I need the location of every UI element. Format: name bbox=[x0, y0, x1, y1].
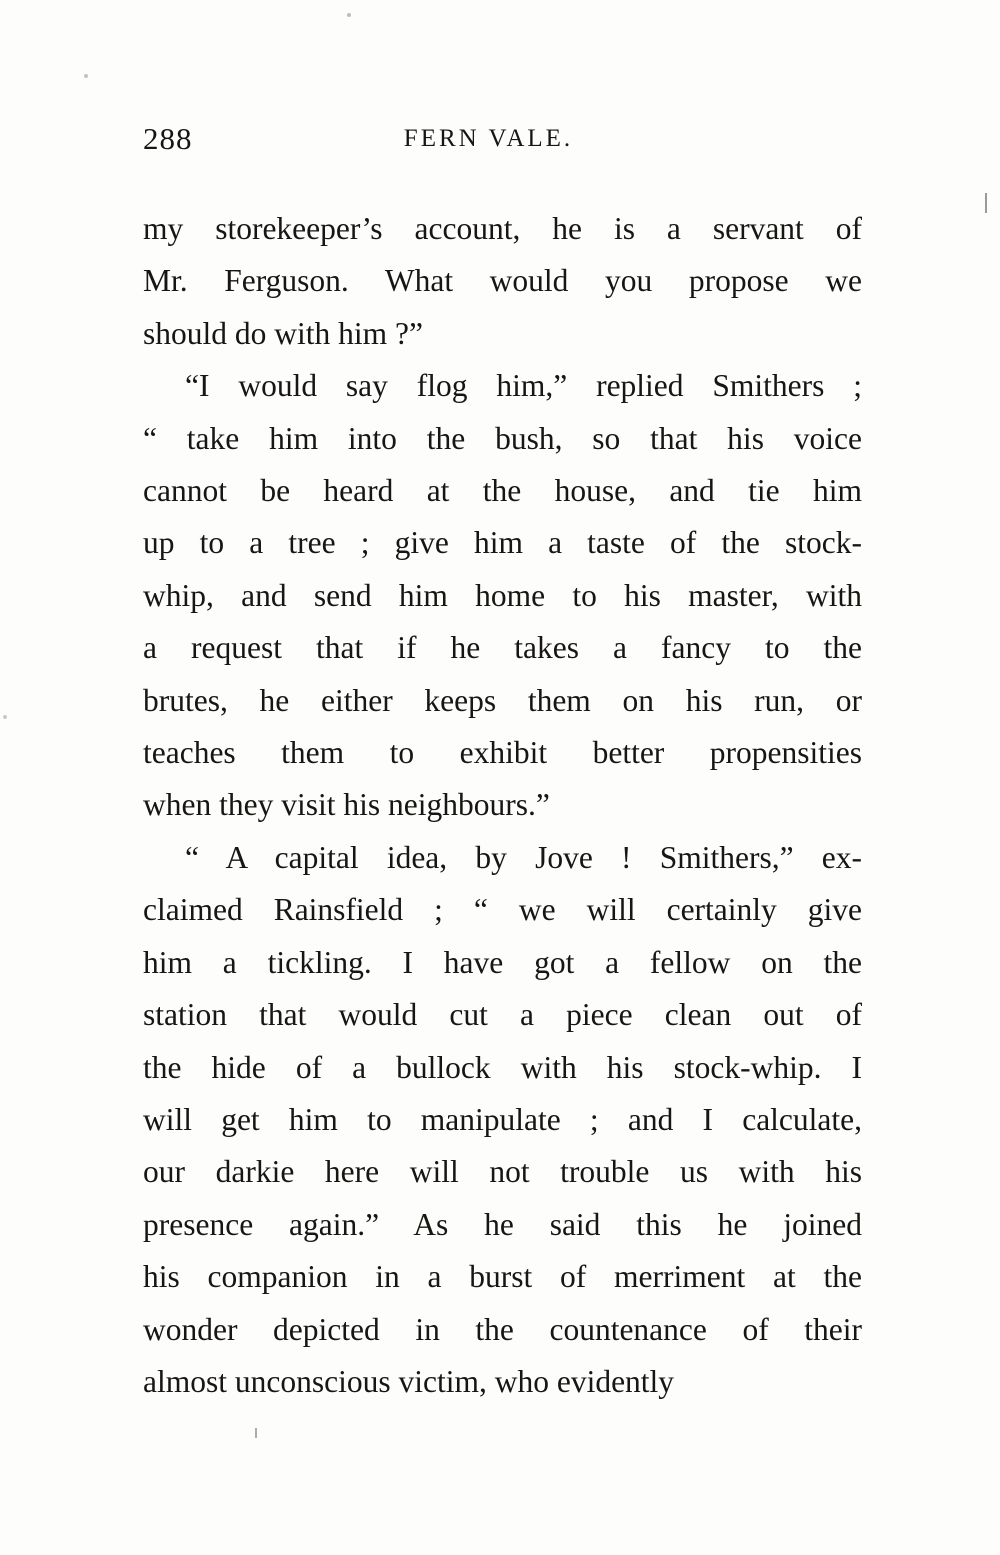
text-line: teaches them to exhibit better propensities bbox=[143, 735, 862, 771]
text-line: a request that if he takes a fancy to the bbox=[143, 630, 862, 666]
text-line: will get him to manipulate ; and I calculate, bbox=[143, 1101, 862, 1137]
scan-artifact bbox=[985, 193, 987, 213]
text-line: the hide of a bullock with his stock-whip. I bbox=[143, 1049, 862, 1085]
text-line: should do with him ?” bbox=[143, 315, 423, 351]
text-line: my storekeeper’s account, he is a servant of bbox=[143, 211, 862, 246]
page-number: 288 bbox=[143, 121, 193, 156]
text-line: “ take him into the bush, so that his voice bbox=[143, 420, 862, 456]
text-line: station that would cut a piece clean out of bbox=[143, 997, 862, 1033]
text-line: presence again.” As he said this he joined bbox=[143, 1206, 862, 1242]
running-head: FERN VALE. bbox=[403, 125, 574, 152]
scan-artifact bbox=[347, 13, 351, 17]
text-line: whip, and send him home to his master, with bbox=[143, 577, 862, 613]
text-line: when they visit his neighbours.” bbox=[143, 787, 550, 823]
text-line: his companion in a burst of merriment at the bbox=[143, 1259, 862, 1295]
body-text bbox=[143, 203, 862, 1408]
text-line: almost unconscious victim, who evidently bbox=[143, 1363, 675, 1399]
text-line: brutes, he either keeps them on his run, or bbox=[143, 682, 862, 718]
text-line: up to a tree ; give him a taste of the stock- bbox=[143, 525, 862, 561]
text-line: “ A capital idea, by Jove ! Smithers,” ex- bbox=[185, 839, 862, 875]
page-header bbox=[143, 121, 862, 161]
scan-artifact bbox=[84, 74, 88, 78]
text-line: wonder depicted in the countenance of their bbox=[143, 1311, 862, 1347]
text-line: claimed Rainsfield ; “ we will certainly give bbox=[143, 892, 862, 928]
text-line: cannot be heard at the house, and tie him bbox=[143, 473, 862, 509]
scan-artifact bbox=[255, 1428, 257, 1438]
text-line: “I would say flog him,” replied Smithers ; bbox=[185, 368, 862, 404]
scan-artifact bbox=[3, 715, 7, 719]
text-line: Mr. Ferguson. What would you propose we bbox=[143, 263, 862, 299]
text-line: our darkie here will not trouble us with his bbox=[143, 1154, 862, 1190]
text-line: him a tickling. I have got a fellow on the bbox=[143, 944, 862, 980]
